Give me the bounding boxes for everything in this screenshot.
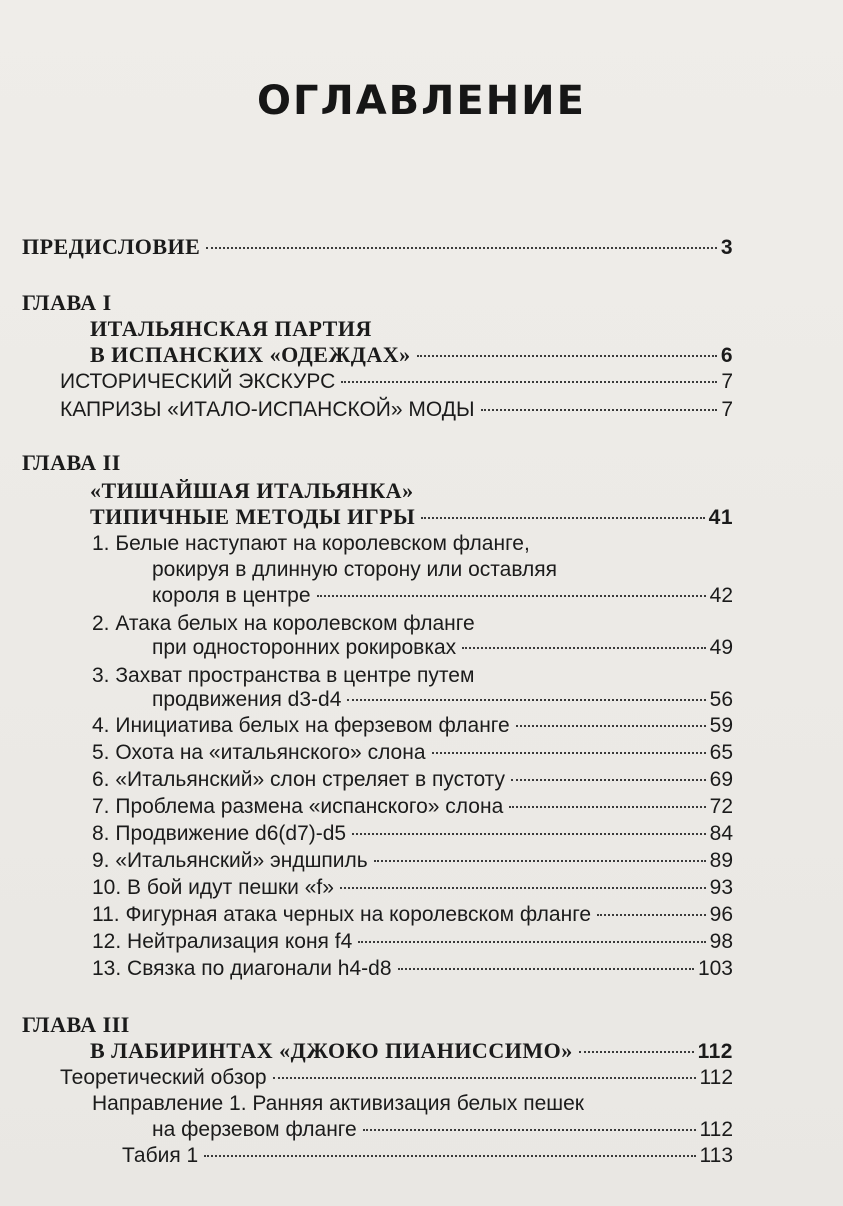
toc-entry-text: на ферзевом фланге [152, 1118, 357, 1141]
dot-leader [462, 647, 705, 649]
toc-page-number: 113 [699, 1144, 733, 1167]
toc-entry[interactable] [92, 768, 733, 792]
dot-leader [317, 595, 706, 597]
toc-page-number: 59 [709, 714, 733, 737]
toc-entry-text: 1. Белые наступают на королевском фланге, [92, 532, 530, 555]
toc-entry-text: 8. Продвижение d6(d7)-d5 [92, 822, 347, 845]
toc-entry[interactable] [92, 957, 733, 981]
toc-entry[interactable] [152, 636, 733, 660]
toc-entry[interactable] [60, 370, 733, 394]
dot-leader [579, 1051, 694, 1053]
toc-entry[interactable] [60, 1066, 733, 1090]
toc-entry[interactable] [92, 741, 733, 765]
dot-leader [516, 725, 706, 727]
toc-page-number: 112 [699, 1118, 733, 1141]
toc-page-number: 96 [709, 903, 733, 926]
toc-page-number: 112 [699, 1066, 733, 1089]
toc-page-number: 7 [721, 398, 733, 421]
dot-leader [432, 752, 706, 754]
toc-entry-text: ИСТОРИЧЕСКИЙ ЭКСКУРС [60, 370, 336, 393]
toc-entry-chapter-title[interactable] [90, 504, 733, 530]
toc-entry-text: при односторонних рокировках [152, 636, 457, 659]
dot-leader [511, 779, 706, 781]
toc-entry-text: рокируя в длинную сторону или оставляя [152, 558, 558, 581]
dot-leader [597, 914, 706, 916]
toc-page-number: 93 [709, 876, 733, 899]
toc-entry[interactable] [152, 688, 733, 712]
toc-page-number: 42 [709, 584, 733, 607]
chapter-heading: ГЛАВА I [22, 290, 112, 315]
toc-entry-text: 3. Захват пространства в центре путем [92, 664, 475, 687]
toc-entry-text: 10. В бой идут пешки «f» [92, 876, 334, 899]
toc-entry[interactable] [92, 849, 733, 873]
dot-leader [206, 247, 717, 249]
chapter-title-line: ТИПИЧНЫЕ МЕТОДЫ ИГРЫ [90, 504, 416, 529]
toc-page-number: 56 [709, 688, 733, 711]
dot-leader [347, 699, 705, 701]
toc-entry-text: 12. Нейтрализация коня f4 [92, 930, 353, 953]
chapter-title-line: В ЛАБИРИНТАХ «ДЖОКО ПИАНИССИМО» [90, 1038, 573, 1063]
toc-entry-text: короля в центре [152, 584, 311, 607]
toc-page-number: 7 [721, 370, 733, 393]
toc-entry[interactable] [152, 584, 733, 608]
toc-page-number: 84 [709, 822, 733, 845]
toc-entry[interactable] [92, 795, 733, 819]
toc-entry-preface[interactable] [22, 234, 733, 260]
dot-leader [273, 1077, 696, 1079]
toc-page-number: 41 [708, 506, 733, 529]
toc-entry-text: Направление 1. Ранняя активизация белых пешек [92, 1092, 584, 1115]
toc-entry-text: 13. Связка по диагонали h4-d8 [92, 957, 392, 980]
chapter-title-line: ИТАЛЬЯНСКАЯ ПАРТИЯ [90, 316, 372, 341]
dot-leader [481, 409, 718, 411]
toc-entry-text: 6. «Итальянский» слон стреляет в пустоту [92, 768, 506, 791]
toc-entry-text: ПРЕДИСЛОВИЕ [22, 234, 201, 259]
toc-entry-text: Теоретический обзор [60, 1066, 267, 1089]
toc-page-number: 89 [709, 849, 733, 872]
toc-entry-text: продвижения d3-d4 [152, 688, 342, 711]
dot-leader [417, 355, 717, 357]
toc-page-number: 6 [720, 344, 733, 367]
chapter-title-line: «ТИШАЙШАЯ ИТАЛЬЯНКА» [90, 478, 414, 503]
toc-page-number: 72 [709, 795, 733, 818]
dot-leader [358, 941, 705, 943]
toc-entry[interactable] [92, 930, 733, 954]
toc-page-number: 69 [709, 768, 733, 791]
dot-leader [363, 1129, 696, 1131]
toc-entry-text: 11. Фигурная атака черных на королевском фланге [92, 903, 592, 926]
toc-entry-text: 5. Охота на «итальянского» слона [92, 741, 426, 764]
dot-leader [352, 833, 706, 835]
toc-page-number: 112 [697, 1040, 733, 1063]
toc-page-number: 49 [709, 636, 733, 659]
toc-entry-text: 4. Инициатива белых на ферзевом фланге [92, 714, 510, 737]
toc-page-number: 65 [709, 741, 733, 764]
chapter-title-line: В ИСПАНСКИХ «ОДЕЖДАХ» [90, 342, 411, 367]
toc-entry[interactable] [92, 714, 733, 738]
dot-leader [204, 1155, 695, 1157]
toc-entry[interactable] [60, 398, 733, 422]
chapter-heading: ГЛАВА III [22, 1012, 130, 1037]
dot-leader [341, 381, 717, 383]
toc-entry-chapter-title[interactable] [90, 342, 733, 368]
toc-page-number: 98 [709, 930, 733, 953]
dot-leader [421, 517, 704, 519]
toc-entry-text: 9. «Итальянский» эндшпиль [92, 849, 368, 872]
page-title: ОГЛАВЛЕНИЕ [257, 78, 586, 124]
chapter-heading: ГЛАВА II [22, 450, 121, 475]
dot-leader [374, 860, 706, 862]
dot-leader [509, 806, 705, 808]
toc-entry-text: Табия 1 [122, 1144, 199, 1167]
toc-page-number: 103 [697, 957, 733, 980]
toc-entry-text: 7. Проблема размена «испанского» слона [92, 795, 504, 818]
toc-entry-chapter-title[interactable] [90, 1038, 733, 1064]
toc-entry-text: 2. Атака белых на королевском фланге [92, 612, 475, 635]
toc-entry[interactable] [92, 903, 733, 927]
toc-entry-text: КАПРИЗЫ «ИТАЛО-ИСПАНСКОЙ» МОДЫ [60, 398, 475, 421]
toc-entry[interactable] [92, 822, 733, 846]
dot-leader [340, 887, 706, 889]
toc-entry[interactable] [92, 876, 733, 900]
dot-leader [398, 968, 694, 970]
toc-entry[interactable] [122, 1144, 733, 1168]
toc-entry[interactable] [152, 1118, 733, 1142]
toc-page-number: 3 [720, 236, 733, 259]
